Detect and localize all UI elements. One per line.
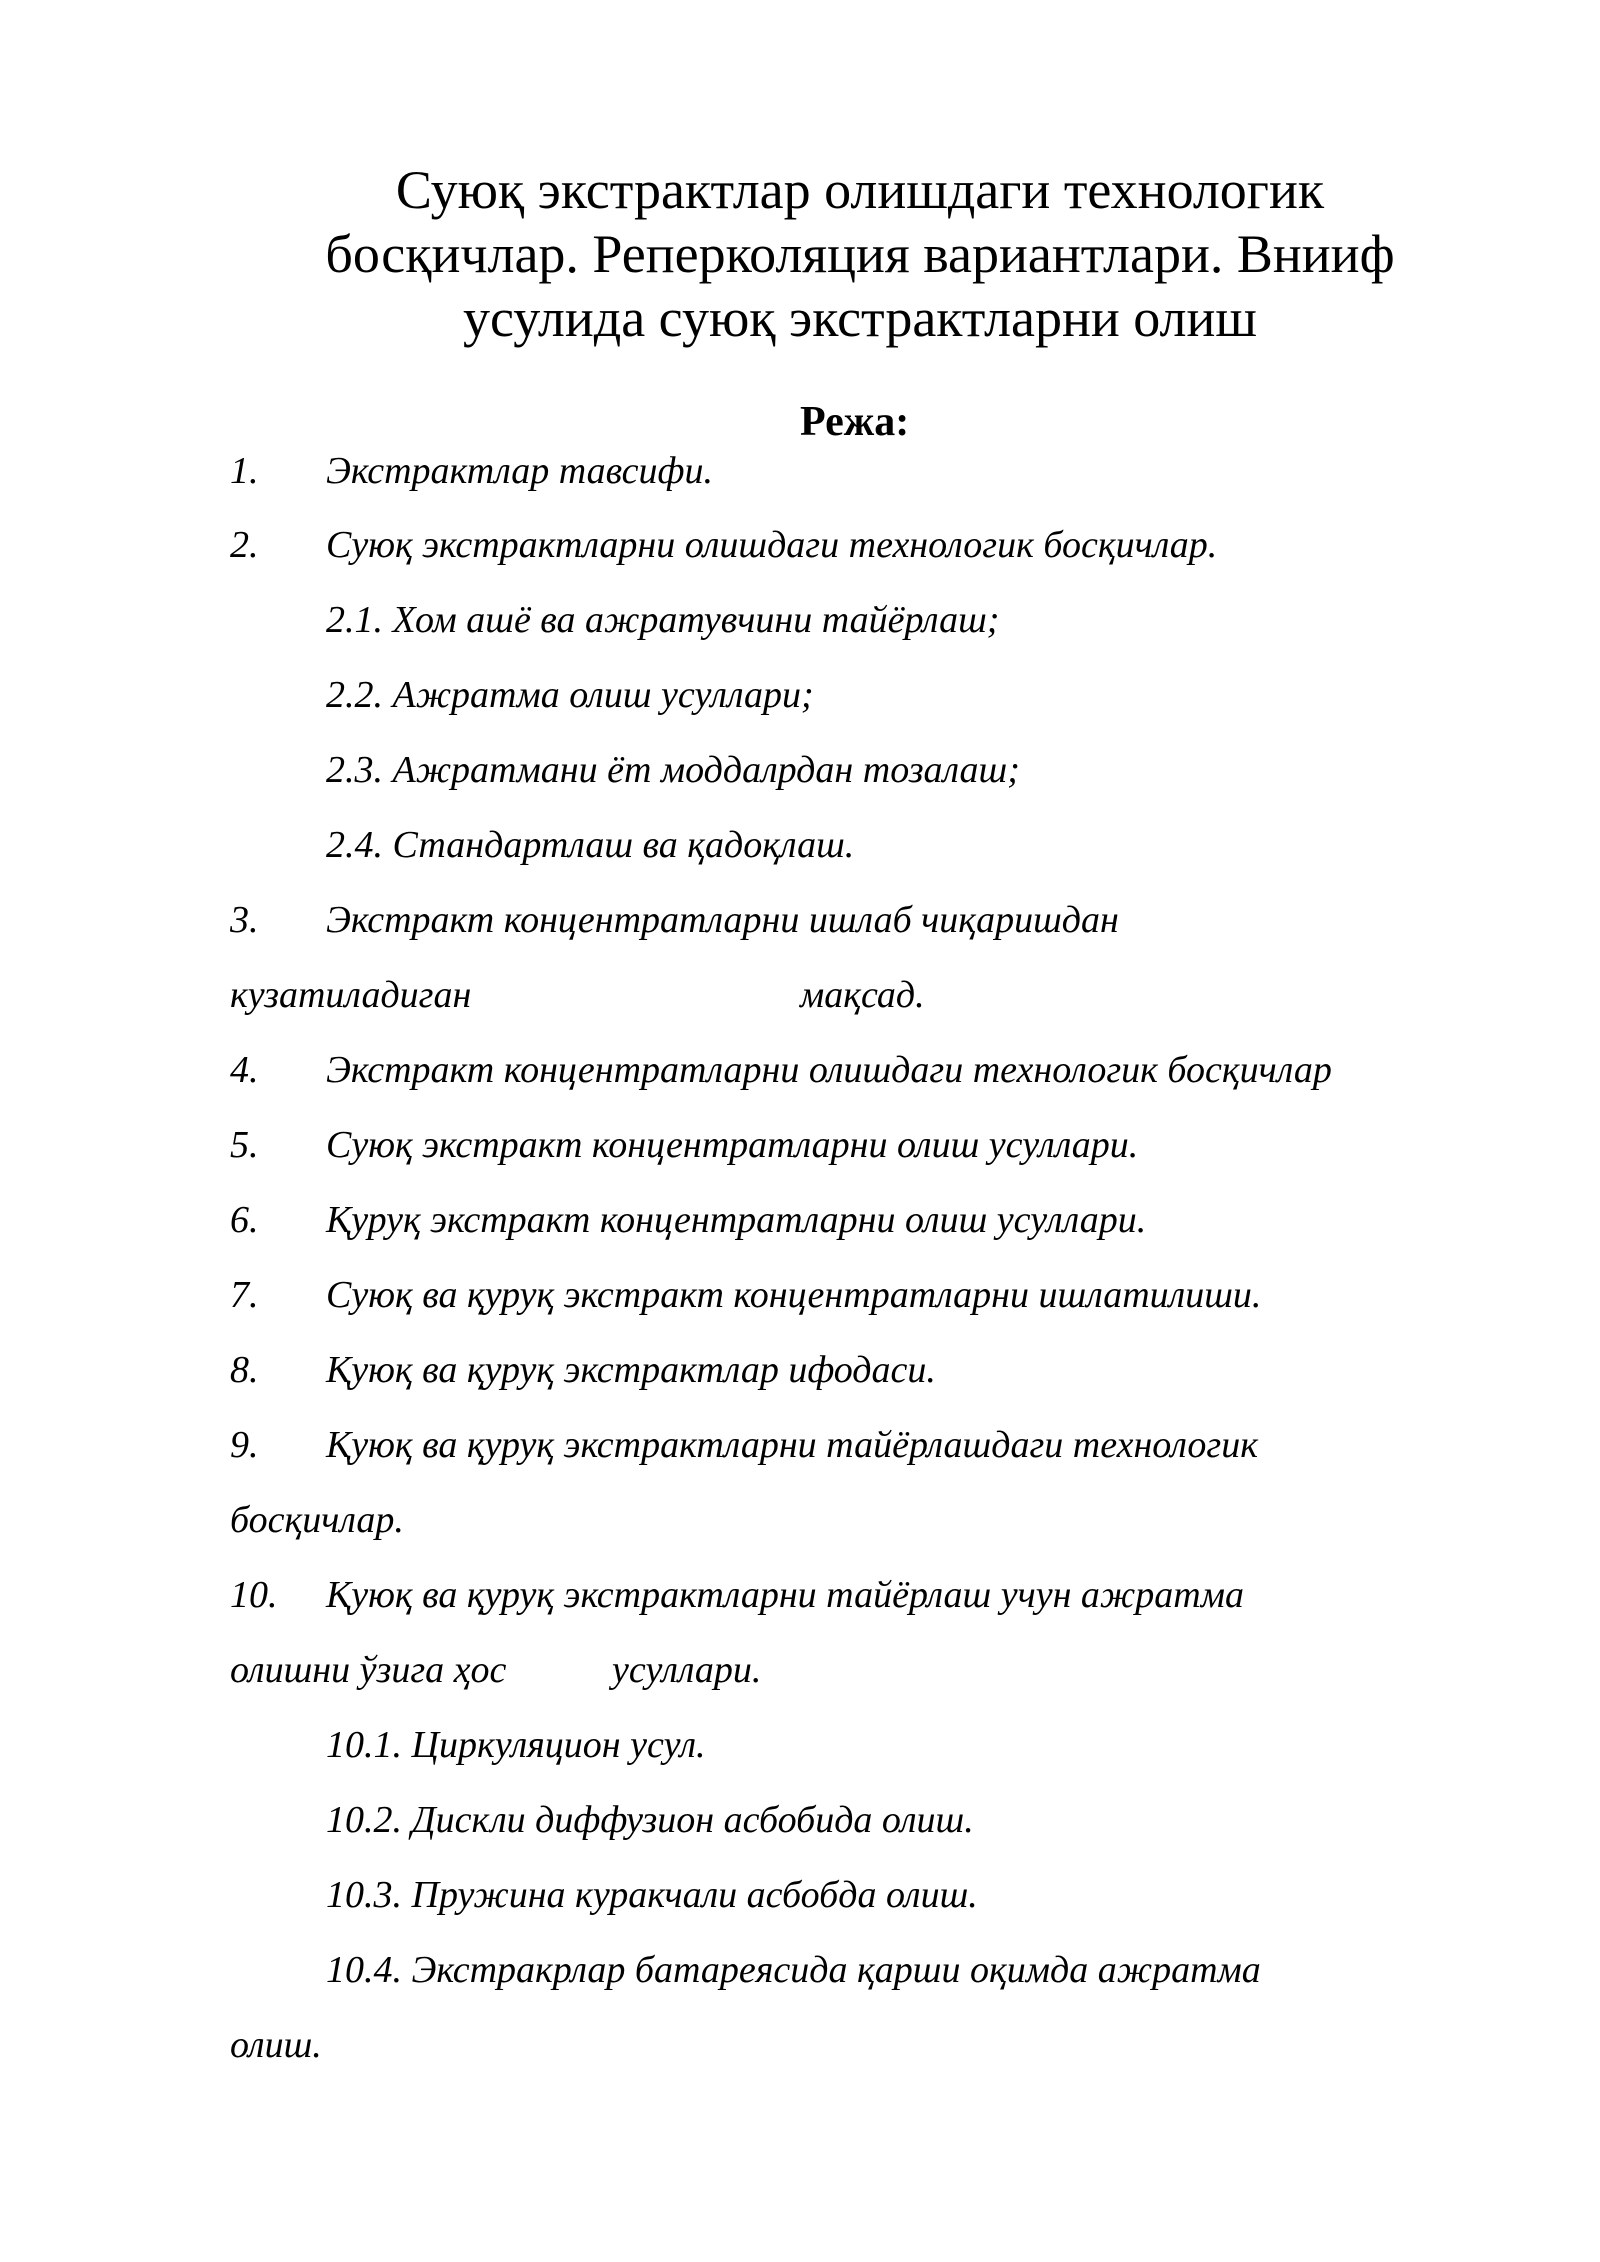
- continuation-text: кузатиладиган: [230, 974, 472, 1016]
- sub-item-text: 10.1. Циркуляцион усул.: [326, 1724, 706, 1766]
- list-item-text: Қуруқ экстракт концентратларни олиш усуллари.: [326, 1199, 1147, 1241]
- list-item-text: Қуюқ ва қуруқ экстрактларни тайёрлашдаги технологик: [326, 1424, 1258, 1466]
- plan-heading: Режа:: [800, 399, 910, 445]
- list-item-text: Суюқ ва қуруқ экстракт концентратларни ишлатилиши.: [326, 1274, 1262, 1316]
- list-item-text: Суюқ экстракт концентратларни олиш усуллари.: [326, 1124, 1139, 1166]
- list-item-text: Экстракт концентратларни олишдаги технологик босқичлар: [326, 1049, 1332, 1091]
- sub-item-text: 10.2. Дискли диффузион асбобида олиш.: [326, 1799, 974, 1841]
- document-title: [160, 158, 1560, 350]
- list-item-number: 4.: [230, 1049, 259, 1091]
- continuation-text: босқичлар.: [230, 1499, 404, 1541]
- list-item-number: 10.: [230, 1574, 278, 1616]
- list-item-number: 9.: [230, 1424, 259, 1466]
- list-item-text: Экстрактлар тавсифи.: [326, 450, 714, 492]
- title-line-1: Суюқ экстрактлар олишдаги технологик: [395, 160, 1325, 220]
- continuation-text: олиш.: [230, 2024, 322, 2066]
- list-item-text: Қуюқ ва қуруқ экстрактларни тайёрлаш учун ажратма: [326, 1574, 1244, 1616]
- sub-item-text: 10.3. Пружина куракчали асбобда олиш.: [326, 1874, 978, 1916]
- sub-item-text: 2.1. Хом ашё ва ажратувчини тайёрлаш;: [326, 599, 1000, 641]
- list-item-number: 5.: [230, 1124, 259, 1166]
- list-item-number: 3.: [230, 899, 259, 941]
- title-line-3: усулида суюқ экстрактларни олиш: [463, 288, 1257, 348]
- list-item-number: 2.: [230, 524, 259, 566]
- sub-item-text: 10.4. Экстракрлар батареясида қарши оқимда ажратма: [326, 1949, 1261, 1991]
- list-item-text: Суюқ экстрактларни олишдаги технологик босқичлар.: [326, 524, 1218, 566]
- continuation-text-end: усуллари.: [612, 1649, 762, 1691]
- sub-item-text: 2.2. Ажратма олиш усуллари;: [326, 674, 814, 716]
- list-item-number: 7.: [230, 1274, 259, 1316]
- sub-item-text: 2.3. Ажратмани ёт моддалрдан тозалаш;: [326, 749, 1020, 791]
- list-item-text: Қуюқ ва қуруқ экстрактлар ифодаси.: [326, 1349, 936, 1391]
- continuation-text: олишни ўзига ҳос: [230, 1649, 507, 1691]
- list-item-number: 1.: [230, 450, 259, 492]
- sub-item-text: 2.4. Стандартлаш ва қадоқлаш.: [326, 824, 855, 866]
- continuation-text-end: мақсад.: [800, 974, 925, 1016]
- list-item-number: 8.: [230, 1349, 259, 1391]
- title-line-2: босқичлар. Реперколяция вариантлари. Внииф: [325, 224, 1395, 284]
- list-item-text: Экстракт концентратларни ишлаб чиқаришдан: [326, 899, 1119, 941]
- list-item-number: 6.: [230, 1199, 259, 1241]
